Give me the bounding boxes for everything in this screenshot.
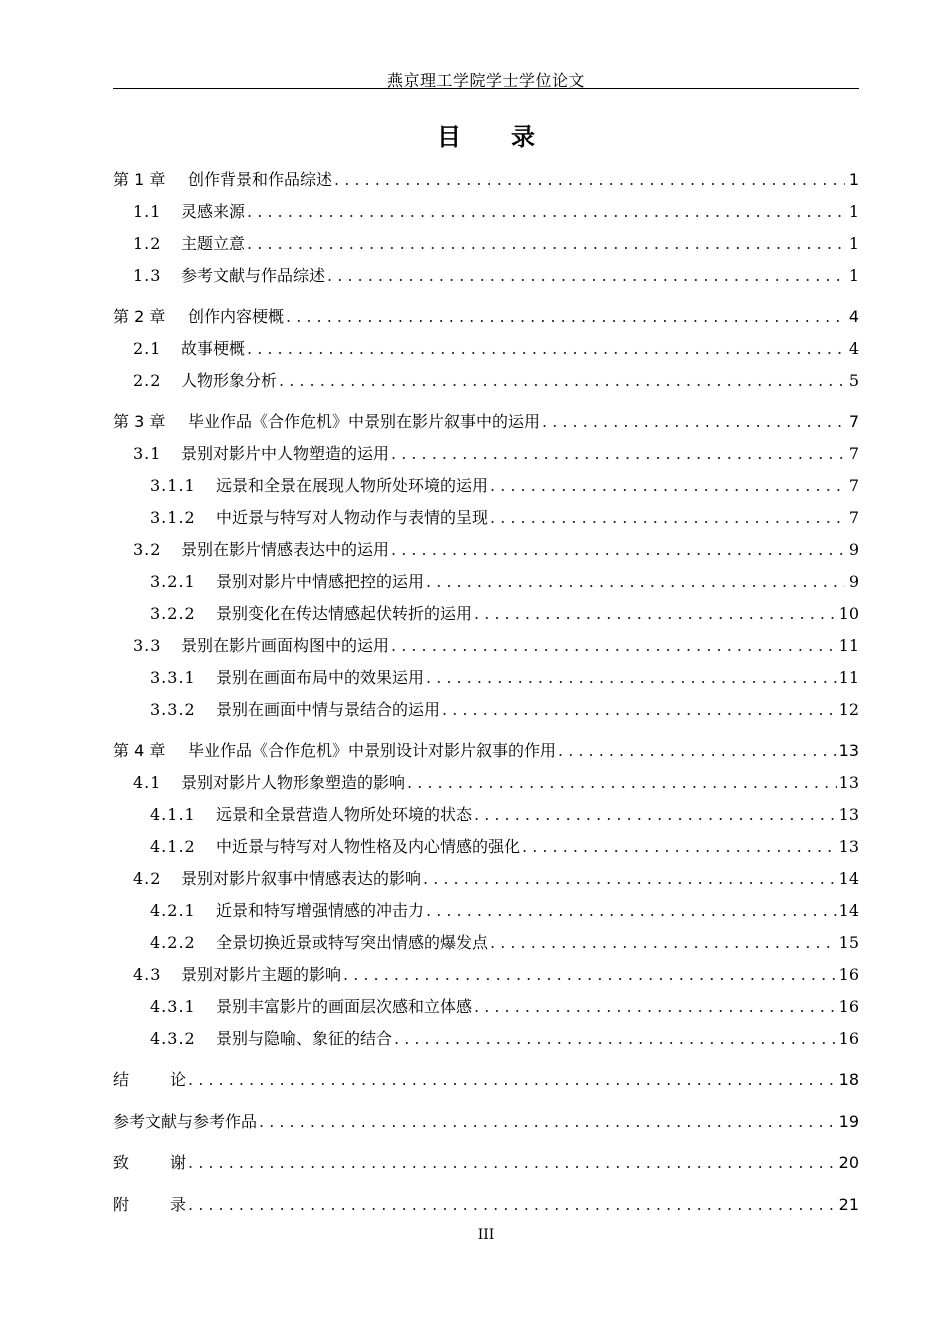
toc-entry-number: 2.2 <box>133 371 162 390</box>
toc-entry-title: 全景切换近景或特写突出情感的爆发点 <box>216 933 489 952</box>
toc-entry[interactable] <box>113 930 859 956</box>
toc-entry-title: 论 <box>170 1070 187 1089</box>
toc-dot-leader <box>394 1029 837 1048</box>
toc-entry-title: 景别对影片中人物塑造的运用 <box>181 444 390 463</box>
toc-dot-leader <box>343 965 837 984</box>
toc-entry-title: 中近景与特写对人物动作与表情的呈现 <box>216 508 489 527</box>
toc-entry[interactable] <box>113 199 859 225</box>
toc-entry[interactable] <box>113 537 859 563</box>
toc-entry[interactable] <box>113 505 859 531</box>
toc-entry[interactable] <box>113 336 859 362</box>
toc-entry-page: 11 <box>838 636 859 655</box>
toc-entry-title: 景别对影片中情感把控的运用 <box>216 572 425 591</box>
toc-entry-page: 5 <box>848 371 859 390</box>
toc-dot-leader <box>259 1112 837 1131</box>
toc-entry-page: 9 <box>848 540 859 559</box>
toc-dot-leader <box>522 837 837 856</box>
toc-entry[interactable] <box>113 441 859 467</box>
toc-entry-number: 4.1.1 <box>150 805 196 824</box>
toc-dot-leader <box>279 371 845 390</box>
toc-entry-title: 录 <box>170 1195 187 1214</box>
running-header: 燕京理工学院学士学位论文 <box>386 71 585 90</box>
toc-entry[interactable] <box>113 368 859 394</box>
toc-dot-leader <box>442 700 837 719</box>
toc-entry-page: 21 <box>838 1195 859 1214</box>
toc-entry-page: 13 <box>838 837 859 856</box>
toc-entry-title: 谢 <box>170 1153 187 1172</box>
toc-entry-number: 附 <box>113 1195 130 1214</box>
toc-dot-leader <box>490 508 845 527</box>
toc-dot-leader <box>247 202 845 221</box>
toc-dot-leader <box>474 997 837 1016</box>
toc-entry-title: 景别在影片情感表达中的运用 <box>181 540 390 559</box>
toc-entry[interactable] <box>113 834 859 860</box>
toc-entry-page: 13 <box>838 805 859 824</box>
toc-entry-number: 1.2 <box>133 234 162 253</box>
toc-dot-leader <box>286 307 845 326</box>
toc-entry-title: 参考文献与作品综述 <box>181 266 326 285</box>
toc-entry[interactable] <box>113 473 859 499</box>
toc-entry-page: 9 <box>848 572 859 591</box>
toc-entry[interactable] <box>113 1192 859 1218</box>
toc-entry-page: 7 <box>848 412 859 431</box>
toc-entry-page: 4 <box>848 307 859 326</box>
toc-entry-title: 远景和全景营造人物所处环境的状态 <box>216 805 473 824</box>
toc-entry-title: 创作背景和作品综述 <box>188 170 333 189</box>
toc-entry[interactable] <box>113 962 859 988</box>
toc-entry-title: 灵感来源 <box>181 202 246 221</box>
toc-entry-number: 2.1 <box>133 339 162 358</box>
toc-dot-leader <box>188 1195 837 1214</box>
toc-entry[interactable] <box>113 409 859 435</box>
toc-entry[interactable] <box>113 738 859 764</box>
toc-entry-number: 3.1.2 <box>150 508 196 527</box>
toc-dot-leader <box>423 869 837 888</box>
toc-entry-page: 4 <box>848 339 859 358</box>
toc-dot-leader <box>490 933 837 952</box>
toc-entry[interactable] <box>113 665 859 691</box>
toc-entry-page: 12 <box>838 700 859 719</box>
toc-entry-page: 7 <box>848 444 859 463</box>
toc-entry-title: 景别在画面布局中的效果运用 <box>216 668 425 687</box>
toc-entry[interactable] <box>113 1067 859 1093</box>
toc-entry[interactable] <box>113 866 859 892</box>
toc-entry-number: 致 <box>113 1153 130 1172</box>
toc-dot-leader <box>391 444 845 463</box>
toc-dot-leader <box>474 604 837 623</box>
toc-entry-number: 3.1.1 <box>150 476 196 495</box>
toc-entry-page: 1 <box>848 234 859 253</box>
toc-entry-number: 1.3 <box>133 266 162 285</box>
toc-entry-number: 4.1.2 <box>150 837 196 856</box>
toc-entry[interactable] <box>113 994 859 1020</box>
toc-entry-page: 7 <box>848 508 859 527</box>
toc-entry-title: 参考文献与参考作品 <box>113 1112 258 1131</box>
toc-entry-page: 13 <box>838 741 859 760</box>
toc-entry-number: 3.2 <box>133 540 162 559</box>
toc-entry[interactable] <box>113 770 859 796</box>
toc-entry-number: 1.1 <box>133 202 162 221</box>
header-rule <box>113 88 859 89</box>
toc-entry-page: 16 <box>838 997 859 1016</box>
toc-dot-leader <box>247 339 845 358</box>
page-number: III <box>477 1227 495 1243</box>
toc-entry-number: 结 <box>113 1070 130 1089</box>
toc-entry-page: 14 <box>838 901 859 920</box>
toc-dot-leader <box>334 170 845 189</box>
toc-entry-number: 第 4 章 <box>113 741 166 760</box>
toc-dot-leader <box>558 741 837 760</box>
toc-entry-number: 4.3.2 <box>150 1029 196 1048</box>
toc-entry-page: 18 <box>838 1070 859 1089</box>
toc-dot-leader <box>407 773 837 792</box>
toc-entry-number: 3.3 <box>133 636 162 655</box>
toc-entry-number: 3.3.1 <box>150 668 196 687</box>
toc-entry-number: 4.3 <box>133 965 162 984</box>
toc-entry-page: 14 <box>838 869 859 888</box>
toc-entry[interactable] <box>113 263 859 289</box>
toc-entry-title: 故事梗概 <box>181 339 246 358</box>
toc-entry[interactable] <box>113 569 859 595</box>
toc-entry-number: 3.2.2 <box>150 604 196 623</box>
toc-entry-title: 主题立意 <box>181 234 246 253</box>
toc-entry-number: 第 3 章 <box>113 412 166 431</box>
toc-dot-leader <box>426 668 837 687</box>
toc-heading-char-2: 录 <box>511 123 535 151</box>
toc-entry-title: 景别对影片人物形象塑造的影响 <box>181 773 406 792</box>
toc-dot-leader <box>247 234 845 253</box>
toc-heading <box>113 117 859 152</box>
toc-dot-leader <box>490 476 845 495</box>
toc-entry[interactable] <box>113 1109 859 1135</box>
toc-entry[interactable] <box>113 167 859 193</box>
toc-entry-title: 景别对影片主题的影响 <box>181 965 342 984</box>
toc-entry-number: 4.2.2 <box>150 933 196 952</box>
toc-entry-number: 第 1 章 <box>113 170 166 189</box>
toc-entry-title: 毕业作品《合作危机》中景别设计对影片叙事的作用 <box>188 741 557 760</box>
toc-entry-number: 3.3.2 <box>150 700 196 719</box>
toc-dot-leader <box>542 412 845 431</box>
toc-entry-page: 1 <box>848 170 859 189</box>
toc-entry-title: 景别与隐喻、象征的结合 <box>216 1029 393 1048</box>
toc-entry-title: 毕业作品《合作危机》中景别在影片叙事中的运用 <box>188 412 541 431</box>
toc-entry-page: 19 <box>838 1112 859 1131</box>
toc-entry-page: 15 <box>838 933 859 952</box>
toc-entry[interactable] <box>113 1026 859 1052</box>
toc-entry-number: 3.1 <box>133 444 162 463</box>
toc-entry-title: 远景和全景在展现人物所处环境的运用 <box>216 476 489 495</box>
toc-entry-page: 16 <box>838 965 859 984</box>
toc-entry[interactable] <box>113 898 859 924</box>
toc-entry-page: 13 <box>838 773 859 792</box>
toc-entry-number: 4.2.1 <box>150 901 196 920</box>
toc-entry[interactable] <box>113 633 859 659</box>
toc-dot-leader <box>474 805 837 824</box>
toc-entry-title: 景别在画面中情与景结合的运用 <box>216 700 441 719</box>
toc-entry-number: 3.2.1 <box>150 572 196 591</box>
toc-entry[interactable] <box>113 802 859 828</box>
toc-entry-number: 4.3.1 <box>150 997 196 1016</box>
toc-entry-page: 16 <box>838 1029 859 1048</box>
toc-entry-title: 景别在影片画面构图中的运用 <box>181 636 390 655</box>
toc-dot-leader <box>391 636 837 655</box>
toc-entry-page: 1 <box>848 202 859 221</box>
toc-entry-title: 景别变化在传达情感起伏转折的运用 <box>216 604 473 623</box>
toc-entry-page: 20 <box>838 1153 859 1172</box>
toc-dot-leader <box>188 1070 837 1089</box>
toc-entry-page: 1 <box>848 266 859 285</box>
toc-entry-title: 近景和特写增强情感的冲击力 <box>216 901 425 920</box>
toc-heading-char-1: 目 <box>437 123 461 151</box>
toc-dot-leader <box>391 540 845 559</box>
toc-entry-title: 景别丰富影片的画面层次感和立体感 <box>216 997 473 1016</box>
toc-entry-number: 第 2 章 <box>113 307 166 326</box>
toc-entry-title: 创作内容梗概 <box>188 307 285 326</box>
toc-entry[interactable] <box>113 304 859 330</box>
toc-entry-number: 4.2 <box>133 869 162 888</box>
toc-entry-title: 中近景与特写对人物性格及内心情感的强化 <box>216 837 521 856</box>
toc-dot-leader <box>188 1153 837 1172</box>
toc-dot-leader <box>426 572 845 591</box>
toc-entry-number: 4.1 <box>133 773 162 792</box>
toc-entry-page: 11 <box>838 668 859 687</box>
toc-dot-leader <box>327 266 845 285</box>
toc-entry[interactable] <box>113 601 859 627</box>
toc-entry-page: 10 <box>838 604 859 623</box>
toc-entry[interactable] <box>113 697 859 723</box>
toc-entry[interactable] <box>113 1150 859 1176</box>
toc-entry-page: 7 <box>848 476 859 495</box>
toc-entry[interactable] <box>113 231 859 257</box>
toc-dot-leader <box>426 901 837 920</box>
toc-entry-title: 人物形象分析 <box>181 371 278 390</box>
toc-entry-title: 景别对影片叙事中情感表达的影响 <box>181 869 422 888</box>
